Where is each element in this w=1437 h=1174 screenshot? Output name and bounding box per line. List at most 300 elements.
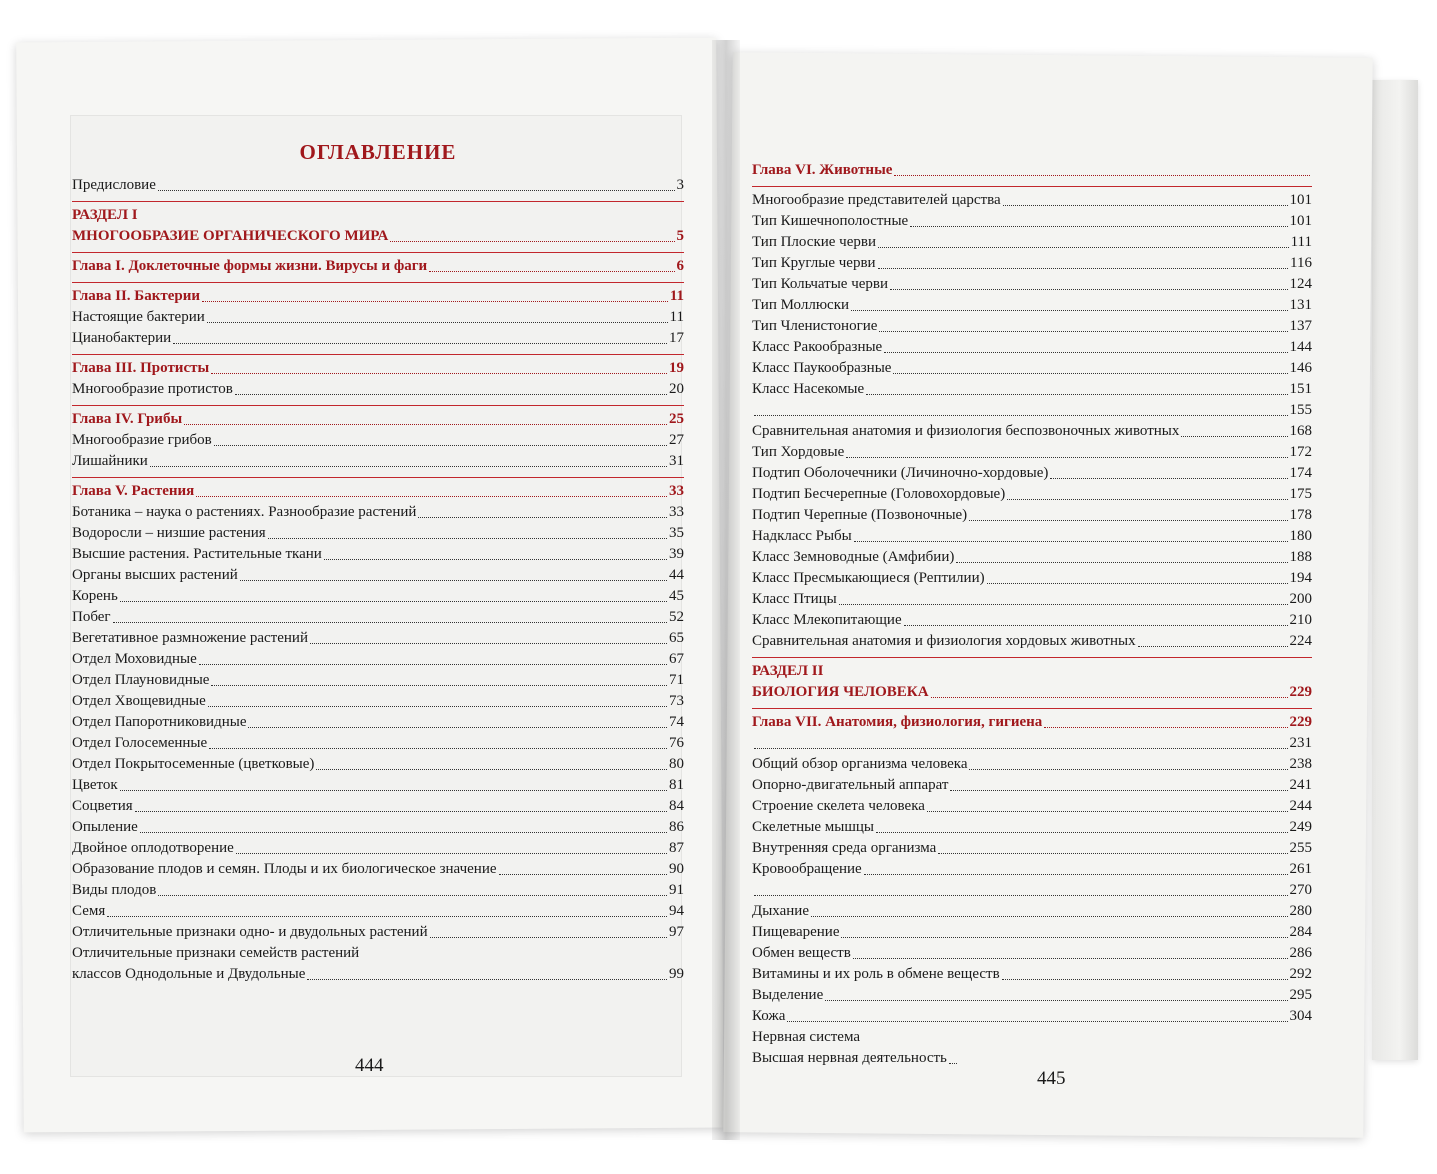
toc-page-number: 238	[1289, 756, 1312, 772]
toc-page-number: 45	[669, 588, 684, 604]
section-divider	[72, 201, 684, 202]
section-divider	[72, 282, 684, 283]
toc-entry-row	[752, 421, 1312, 442]
toc-page-number: 280	[1289, 903, 1312, 919]
toc-entry-row	[752, 775, 1312, 796]
toc-entry-label: Отдел Папоротниковидные	[72, 714, 247, 730]
toc-entry-label: Многообразие представителей царства	[752, 192, 1001, 208]
toc-entry-label: Отдел Голосеменные	[72, 735, 208, 751]
toc-entry-label: Отдел Покрытосеменные (цветковые)	[72, 756, 315, 772]
leader-dots	[969, 769, 1287, 770]
toc-entry-row	[72, 307, 684, 328]
leader-dots	[787, 1021, 1287, 1022]
toc-entry-label: Многообразие протистов	[72, 381, 233, 397]
toc-entry-row	[72, 859, 684, 880]
leader-dots	[969, 520, 1287, 521]
leader-dots	[1007, 499, 1287, 500]
toc-page-number: 94	[669, 903, 684, 919]
toc-entry-row	[72, 565, 684, 586]
toc-entry-row	[752, 964, 1312, 985]
toc-page-number: 91	[669, 882, 684, 898]
toc-page-number: 65	[669, 630, 684, 646]
leader-dots	[931, 697, 1288, 698]
toc-page-number: 188	[1289, 549, 1312, 565]
toc-page-number: 97	[669, 924, 684, 940]
toc-page-number: 194	[1289, 570, 1312, 586]
leader-dots	[890, 289, 1287, 290]
toc-entry-row	[72, 817, 684, 838]
toc-entry-label: Образование плодов и семян. Плоды и их биологическое значение	[72, 861, 497, 877]
toc-left-list	[72, 175, 684, 985]
toc-entry-label: Нервная система	[752, 1029, 861, 1045]
toc-entry-row	[72, 796, 684, 817]
toc-entry-row	[752, 379, 1312, 400]
leader-dots	[754, 895, 1288, 896]
section-divider	[752, 708, 1312, 709]
leader-dots	[839, 604, 1288, 605]
toc-entry-row	[752, 232, 1312, 253]
leader-dots	[235, 394, 667, 395]
toc-entry-label: Внутренняя среда организма	[752, 840, 937, 856]
toc-entry-label: Кровообращение	[752, 861, 862, 877]
toc-page-number: 304	[1289, 1008, 1312, 1024]
toc-entry-label: Класс Млекопитающие	[752, 612, 902, 628]
toc-page-number: 241	[1289, 777, 1312, 793]
leader-dots	[418, 517, 667, 518]
toc-entry-label: Отличительные признаки одно- и двудольных растений	[72, 924, 428, 940]
toc-entry-label: МНОГООБРАЗИЕ ОРГАНИЧЕСКОГО МИРА	[72, 228, 389, 244]
toc-entry-row	[752, 568, 1312, 589]
toc-entry-row	[72, 691, 684, 712]
leader-dots	[987, 583, 1288, 584]
leader-dots	[209, 748, 667, 749]
toc-entry-label: Ботаника – наука о растениях. Разнообразие растений	[72, 504, 417, 520]
toc-page-number: 224	[1289, 633, 1312, 649]
toc-page-number: 229	[1289, 684, 1312, 700]
toc-chapter-row	[72, 286, 684, 307]
toc-entry-row	[72, 502, 684, 523]
toc-entry-row	[72, 880, 684, 901]
toc-page-number: 155	[1289, 402, 1312, 418]
leader-dots	[864, 874, 1288, 875]
toc-entry-row	[752, 358, 1312, 379]
leader-dots	[841, 937, 1287, 938]
toc-entry-label: Отдел Плауновидные	[72, 672, 210, 688]
leader-dots	[866, 394, 1287, 395]
toc-title: ОГЛАВЛЕНИЕ	[299, 140, 457, 164]
toc-page-number: 71	[669, 672, 684, 688]
toc-entry-label: Виды плодов	[72, 882, 157, 898]
toc-entry-label: классов Однодольные и Двудольные	[72, 966, 306, 982]
toc-chapter-row	[752, 682, 1312, 703]
toc-entry-label: Глава V. Растения	[72, 483, 195, 499]
leader-dots	[208, 706, 667, 707]
toc-page-number: 124	[1289, 276, 1312, 292]
toc-entry-label: Органы высших растений	[72, 567, 238, 583]
toc-entry-label: Класс Насекомые	[752, 381, 865, 397]
toc-page-number: 81	[669, 777, 684, 793]
section-divider	[752, 657, 1312, 658]
leader-dots	[140, 832, 667, 833]
toc-entry-label: Подтип Черепные (Позвоночные)	[752, 507, 968, 523]
leader-dots	[158, 895, 667, 896]
toc-entry-row	[752, 733, 1312, 754]
leader-dots	[1044, 727, 1287, 728]
toc-entry-row	[752, 901, 1312, 922]
toc-entry-label: Класс Ракообразные	[752, 339, 883, 355]
section-divider	[72, 252, 684, 253]
toc-page-number: 175	[1289, 486, 1312, 502]
toc-entry-row	[752, 337, 1312, 358]
toc-entry-row	[72, 712, 684, 733]
toc-page-number: 131	[1289, 297, 1312, 313]
toc-page-number: 74	[669, 714, 684, 730]
toc-entry-row	[752, 985, 1312, 1006]
toc-entry-label: Семя	[72, 903, 106, 919]
toc-entry-label: Высшая нервная деятельность	[752, 1050, 947, 1066]
toc-page-number: 86	[669, 819, 684, 835]
toc-entry-row	[752, 817, 1312, 838]
toc-page-number: 261	[1289, 861, 1312, 877]
toc-page-number: 19	[669, 360, 684, 376]
toc-entry-row	[72, 430, 684, 451]
leader-dots	[846, 457, 1287, 458]
toc-entry-row	[752, 526, 1312, 547]
toc-entry-row	[752, 274, 1312, 295]
toc-page-number: 11	[669, 309, 684, 325]
toc-entry-label: Надкласс Рыбы	[752, 528, 852, 544]
toc-entry-label: Глава I. Доклеточные формы жизни. Вирусы и фаги	[72, 258, 428, 274]
toc-entry-label: Глава VI. Животные	[752, 162, 893, 178]
leader-dots	[1003, 205, 1288, 206]
toc-page-number: 20	[669, 381, 684, 397]
toc-page-number: 33	[669, 483, 684, 499]
toc-page-number: 172	[1289, 444, 1312, 460]
toc-chapter-row	[752, 160, 1312, 181]
toc-entry-label: Тип Кольчатые черви	[752, 276, 889, 292]
toc-page-number: 44	[669, 567, 684, 583]
toc-entry-label: Отдел Моховидные	[72, 651, 197, 667]
toc-entry-row	[72, 328, 684, 349]
toc-entry-row	[752, 1027, 1312, 1048]
toc-page-number: 73	[669, 693, 684, 709]
page-number-right: 445	[1037, 1068, 1066, 1089]
leader-dots	[893, 373, 1287, 374]
toc-entry-row	[72, 607, 684, 628]
leader-dots	[854, 541, 1288, 542]
leader-dots	[878, 268, 1288, 269]
leader-dots	[307, 979, 667, 980]
toc-entry-label: БИОЛОГИЯ ЧЕЛОВЕКА	[752, 684, 929, 700]
leader-dots	[150, 466, 667, 467]
toc-right-list	[752, 160, 1312, 1069]
toc-page-number: 270	[1289, 882, 1312, 898]
toc-entry-row	[752, 316, 1312, 337]
book-spine-shadow	[712, 40, 740, 1140]
toc-page-number: 6	[676, 258, 684, 274]
toc-page-number: 87	[669, 840, 684, 856]
leader-dots	[927, 811, 1288, 812]
toc-entry-label: Побег	[72, 609, 111, 625]
toc-entry-row	[72, 901, 684, 922]
right-page-stack-edge	[1372, 80, 1418, 1060]
leader-dots	[884, 352, 1287, 353]
leader-dots	[910, 226, 1287, 227]
toc-entry-row	[752, 838, 1312, 859]
section-heading: РАЗДЕЛ II	[752, 663, 824, 679]
leader-dots	[429, 271, 674, 272]
toc-entry-label: Опыление	[72, 819, 138, 835]
toc-entry-row	[752, 943, 1312, 964]
toc-entry-row	[752, 547, 1312, 568]
toc-entry-row	[752, 1006, 1312, 1027]
toc-page-number: 174	[1289, 465, 1312, 481]
leader-dots	[199, 664, 667, 665]
toc-entry-label: Тип Плоские черви	[752, 234, 876, 250]
page-number-left: 444	[355, 1055, 384, 1076]
toc-entry-row	[72, 586, 684, 607]
section-divider	[72, 477, 684, 478]
toc-page-number: 295	[1289, 987, 1312, 1003]
toc-entry-label: Обмен веществ	[752, 945, 851, 961]
leader-dots	[851, 310, 1287, 311]
leader-dots	[499, 874, 667, 875]
toc-page-number: 27	[669, 432, 684, 448]
leader-dots	[113, 622, 667, 623]
toc-entry-label: Глава III. Протисты	[72, 360, 210, 376]
leader-dots	[1181, 436, 1287, 437]
toc-page-number: 151	[1289, 381, 1312, 397]
toc-entry-row	[752, 295, 1312, 316]
toc-page-number: 67	[669, 651, 684, 667]
toc-entry-label: Вегетативное размножение растений	[72, 630, 308, 646]
toc-page-number: 255	[1289, 840, 1312, 856]
leader-dots	[876, 832, 1287, 833]
toc-entry-row	[752, 484, 1312, 505]
leader-dots	[236, 853, 667, 854]
toc-page-number: 231	[1289, 735, 1312, 751]
toc-entry-row	[752, 442, 1312, 463]
toc-page-number: 286	[1289, 945, 1312, 961]
toc-entry-row	[752, 922, 1312, 943]
leader-dots	[811, 916, 1288, 917]
leader-dots	[390, 241, 674, 242]
toc-entry-label: Лишайники	[72, 453, 148, 469]
leader-dots	[120, 601, 667, 602]
toc-entry-label: Класс Паукообразные	[752, 360, 892, 376]
leader-dots	[1002, 979, 1288, 980]
toc-right	[752, 160, 1312, 1069]
leader-dots	[202, 301, 668, 302]
toc-entry-row	[72, 964, 684, 985]
toc-entry-label: Корень	[72, 588, 118, 604]
leader-dots	[904, 625, 1288, 626]
toc-entry-row	[72, 733, 684, 754]
toc-chapter-row	[72, 226, 684, 247]
toc-entry-label: Тип Членистоногие	[752, 318, 878, 334]
toc-page-number: 210	[1289, 612, 1312, 628]
toc-entry-label: Соцветия	[72, 798, 133, 814]
leader-dots	[324, 559, 667, 560]
toc-page-number: 111	[1290, 234, 1312, 250]
toc-page-number: 11	[669, 288, 684, 304]
toc-chapter-row	[72, 256, 684, 277]
leader-dots	[196, 496, 667, 497]
toc-page-number: 5	[676, 228, 684, 244]
leader-dots	[120, 790, 667, 791]
toc-page-number: 229	[1289, 714, 1312, 730]
toc-page-number: 244	[1289, 798, 1312, 814]
leader-dots	[754, 415, 1288, 416]
toc-entry-label: Подтип Оболочечники (Личиночно-хордовые)	[752, 465, 1049, 481]
toc-page-number: 35	[669, 525, 684, 541]
toc-page-number: 17	[669, 330, 684, 346]
toc-page-number: 284	[1289, 924, 1312, 940]
leader-dots	[754, 748, 1288, 749]
toc-entry-label: Высшие растения. Растительные ткани	[72, 546, 322, 562]
toc-entry-label: Витамины и их роль в обмене веществ	[752, 966, 1000, 982]
leader-dots	[938, 853, 1287, 854]
toc-entry-row	[752, 610, 1312, 631]
leader-dots	[158, 190, 675, 191]
toc-entry-label: Пищеварение	[752, 924, 840, 940]
toc-entry-label: Скелетные мышцы	[752, 819, 875, 835]
toc-entry-row	[752, 880, 1312, 901]
toc-entry-label: Подтип Бесчерепные (Головохордовые)	[752, 486, 1006, 502]
leader-dots	[1138, 646, 1288, 647]
toc-page-number: 180	[1289, 528, 1312, 544]
toc-page-number: 249	[1289, 819, 1312, 835]
toc-entry-row	[72, 628, 684, 649]
toc-left	[72, 140, 684, 985]
toc-page-number: 80	[669, 756, 684, 772]
toc-entry-row	[752, 505, 1312, 526]
toc-entry-row	[752, 463, 1312, 484]
toc-entry-label: Строение скелета человека	[752, 798, 925, 814]
toc-entry-label: Класс Пресмыкающиеся (Рептилии)	[752, 570, 985, 586]
leader-dots	[949, 1063, 957, 1064]
toc-page-number: 76	[669, 735, 684, 751]
toc-entry-label: Дыхание	[752, 903, 809, 919]
toc-entry-row	[72, 754, 684, 775]
toc-entry-label: Водоросли – низшие растения	[72, 525, 266, 541]
toc-page-number: 292	[1289, 966, 1312, 982]
toc-entry-row	[72, 838, 684, 859]
leader-dots	[211, 373, 667, 374]
toc-page-number: 33	[669, 504, 684, 520]
toc-entry-row	[752, 754, 1312, 775]
toc-entry-label: Тип Моллюски	[752, 297, 850, 313]
toc-entry-label: Кожа	[752, 1008, 786, 1024]
toc-entry-row	[72, 379, 684, 400]
toc-page-number: 116	[1290, 255, 1312, 271]
toc-page-number: 101	[1289, 192, 1312, 208]
toc-entry-label: Отдел Хвощевидные	[72, 693, 206, 709]
leader-dots	[207, 322, 668, 323]
leader-dots	[316, 769, 667, 770]
toc-entry-row	[72, 922, 684, 943]
toc-entry-row	[72, 523, 684, 544]
toc-chapter-row	[72, 409, 684, 430]
toc-entry-label: Отличительные признаки семейств растений	[72, 945, 360, 961]
section-divider	[72, 354, 684, 355]
leader-dots	[430, 937, 667, 938]
toc-entry-label: Опорно-двигательный аппарат	[752, 777, 949, 793]
leader-dots	[214, 445, 667, 446]
toc-entry-row	[752, 631, 1312, 652]
toc-entry-label: Общий обзор организма человека	[752, 756, 968, 772]
leader-dots	[879, 331, 1287, 332]
toc-entry-row	[72, 775, 684, 796]
leader-dots	[107, 916, 667, 917]
section-divider	[72, 405, 684, 406]
toc-page-number: 168	[1289, 423, 1312, 439]
toc-page-number: 101	[1289, 213, 1312, 229]
toc-entry-label: Цветок	[72, 777, 118, 793]
toc-entry-label: Сравнительная анатомия и физиология беспозвоночных животных	[752, 423, 1180, 439]
toc-page-number: 39	[669, 546, 684, 562]
toc-entry-label: Глава VII. Анатомия, физиология, гигиена	[752, 714, 1043, 730]
toc-chapter-row	[72, 358, 684, 379]
toc-entry-row	[72, 943, 684, 964]
toc-page-number: 90	[669, 861, 684, 877]
toc-page-number: 84	[669, 798, 684, 814]
toc-entry-row	[752, 589, 1312, 610]
toc-chapter-row	[752, 712, 1312, 733]
toc-entry-row	[752, 400, 1312, 421]
leader-dots	[268, 538, 667, 539]
toc-entry-label: Двойное оплодотворение	[72, 840, 234, 856]
toc-entry-row	[72, 670, 684, 691]
toc-entry-row	[72, 175, 684, 196]
leader-dots	[878, 247, 1289, 248]
toc-page-number: 52	[669, 609, 684, 625]
toc-entry-label: Сравнительная анатомия и физиология хордовых животных	[752, 633, 1136, 649]
leader-dots	[310, 643, 667, 644]
toc-entry-row	[752, 859, 1312, 880]
toc-entry-label: Настоящие бактерии	[72, 309, 205, 325]
toc-entry-label: Класс Земноводные (Амфибии)	[752, 549, 955, 565]
toc-entry-label: Глава II. Бактерии	[72, 288, 201, 304]
toc-page-number: 200	[1289, 591, 1312, 607]
toc-entry-row	[752, 211, 1312, 232]
toc-entry-label: Глава IV. Грибы	[72, 411, 183, 427]
toc-entry-label: Многообразие грибов	[72, 432, 212, 448]
toc-entry-label: Тип Хордовые	[752, 444, 845, 460]
toc-entry-row	[752, 253, 1312, 274]
toc-entry-label: Тип Кишечнополостные	[752, 213, 909, 229]
toc-page-number: 99	[669, 966, 684, 982]
leader-dots	[1050, 478, 1287, 479]
toc-page-number: 144	[1289, 339, 1312, 355]
leader-dots	[211, 685, 667, 686]
leader-dots	[950, 790, 1287, 791]
toc-entry-row	[752, 1048, 1312, 1069]
toc-entry-row	[72, 451, 684, 472]
toc-page-number: 146	[1289, 360, 1312, 376]
leader-dots	[825, 1000, 1287, 1001]
leader-dots	[956, 562, 1287, 563]
toc-chapter-row	[72, 481, 684, 502]
toc-page-number: 178	[1289, 507, 1312, 523]
toc-entry-row	[752, 796, 1312, 817]
toc-page-number: 3	[676, 177, 684, 193]
leader-dots	[894, 175, 1310, 176]
toc-entry-row	[72, 649, 684, 670]
leader-dots	[248, 727, 667, 728]
section-heading: РАЗДЕЛ I	[72, 207, 138, 223]
leader-dots	[135, 811, 667, 812]
